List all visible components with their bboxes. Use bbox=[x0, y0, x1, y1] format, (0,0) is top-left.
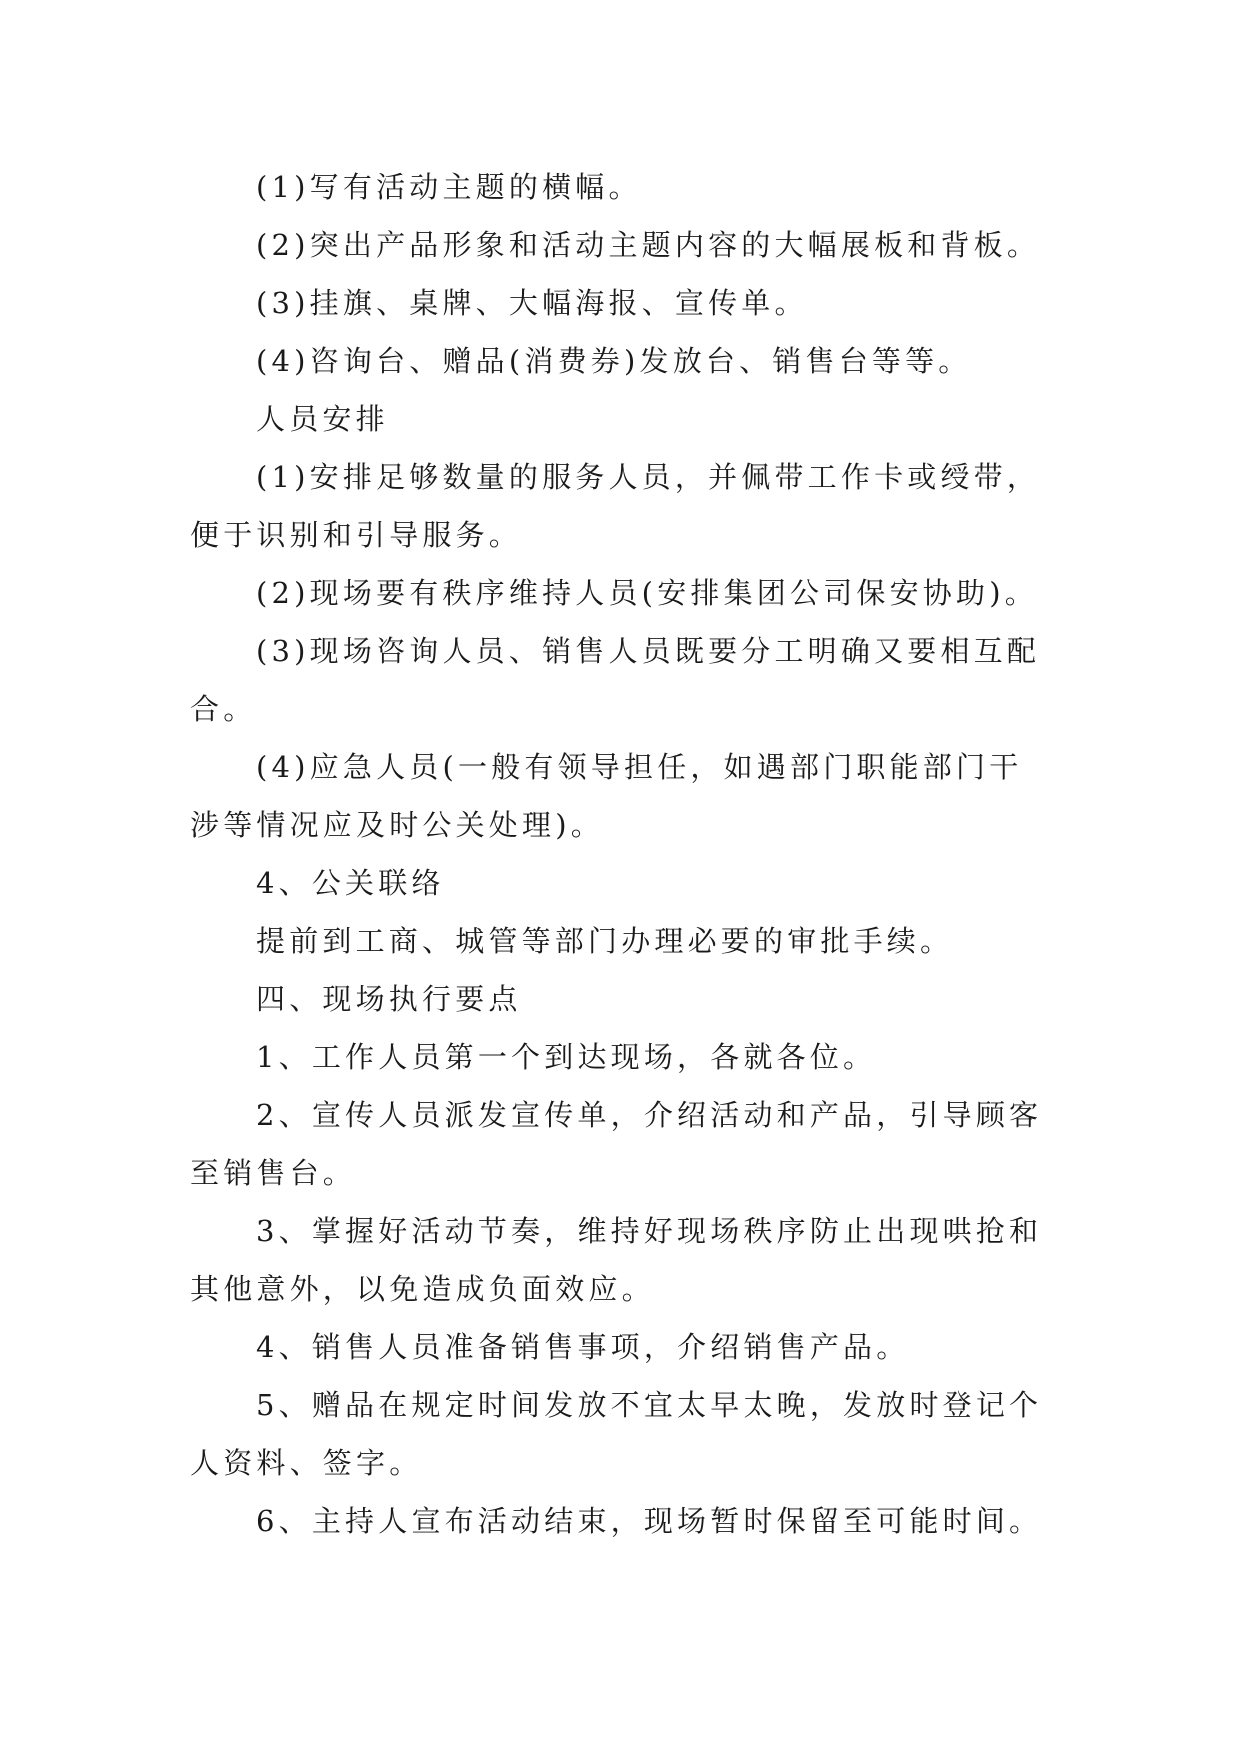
heading-execution-points: 四、现场执行要点 bbox=[256, 982, 522, 1016]
paragraph-step-6: 6、主持人宣布活动结束，现场暂时保留至可能时间。 bbox=[256, 1504, 1043, 1538]
paragraph-step-5: 5、赠品在规定时间发放不宜太早太晚，发放时登记个人资料、签字。 bbox=[190, 1388, 1043, 1480]
paragraph-step-3: 3、掌握好活动节奏，维持好现场秩序防止出现哄抢和其他意外，以免造成负面效应。 bbox=[190, 1214, 1043, 1306]
paragraph-step-1: 1、工作人员第一个到达现场，各就各位。 bbox=[256, 1040, 877, 1074]
heading-staff-arrangement: 人员安排 bbox=[256, 402, 389, 436]
paragraph-step-4: 4、销售人员准备销售事项，介绍销售产品。 bbox=[256, 1330, 910, 1364]
paragraph-approval: 提前到工商、城管等部门办理必要的审批手续。 bbox=[256, 924, 954, 958]
paragraph-flags-posters: (3)挂旗、桌牌、大幅海报、宣传单。 bbox=[256, 286, 808, 320]
paragraph-order-staff: (2)现场要有秩序维持人员(安排集团公司保安协助)。 bbox=[256, 576, 1038, 610]
heading-public-relations: 4、公关联络 bbox=[256, 866, 445, 900]
paragraph-service-staff: (1)安排足够数量的服务人员，并佩带工作卡或绶带，便于识别和引导服务。 bbox=[190, 460, 1041, 552]
paragraph-display-boards: (2)突出产品形象和活动主题内容的大幅展板和背板。 bbox=[256, 228, 1041, 262]
paragraph-consult-sales-staff: (3)现场咨询人员、销售人员既要分工明确又要相互配合。 bbox=[190, 634, 1041, 726]
document-body bbox=[190, 158, 1050, 1550]
paragraph-emergency-staff: (4)应急人员(一般有领导担任，如遇部门职能部门干涉等情况应及时公关处理)。 bbox=[190, 750, 1023, 842]
paragraph-desks: (4)咨询台、赠品(消费券)发放台、销售台等等。 bbox=[256, 344, 972, 378]
paragraph-step-2: 2、宣传人员派发宣传单，介绍活动和产品，引导顾客至销售台。 bbox=[190, 1098, 1043, 1190]
paragraph-banner: (1)写有活动主题的横幅。 bbox=[256, 170, 642, 204]
